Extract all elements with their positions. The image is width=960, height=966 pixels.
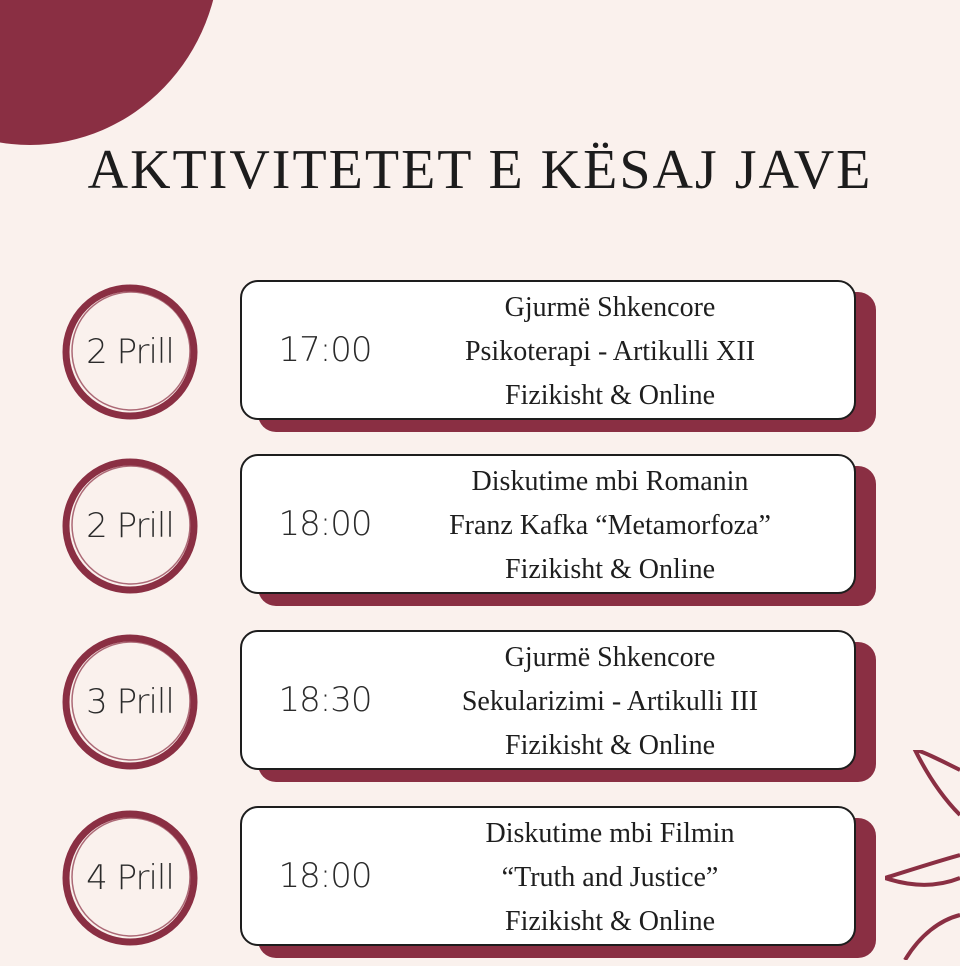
event-format: Fizikisht & Online <box>505 380 715 411</box>
event-format: Fizikisht & Online <box>505 554 715 585</box>
event-date: 2 Prill <box>86 506 174 546</box>
event-time: 18:30 <box>278 680 372 720</box>
event-format: Fizikisht & Online <box>505 730 715 761</box>
event-time: 18:00 <box>278 504 372 544</box>
event-date: 4 Prill <box>86 858 174 898</box>
event-subtitle: Psikoterapi - Artikulli XII <box>464 336 756 367</box>
date-badge <box>60 632 200 772</box>
event-time: 18:00 <box>278 856 372 896</box>
event-card <box>240 280 856 420</box>
event-row <box>0 806 960 966</box>
event-card <box>240 630 856 770</box>
event-title: Gjurmë Shkencore <box>504 292 716 323</box>
event-card <box>240 806 856 946</box>
event-time: 17:00 <box>278 330 372 370</box>
event-date: 3 Prill <box>86 682 174 722</box>
event-row <box>0 280 960 440</box>
date-badge <box>60 808 200 948</box>
event-subtitle: Franz Kafka “Metamorfoza” <box>449 510 771 541</box>
event-date: 2 Prill <box>86 332 174 372</box>
decorative-blob <box>0 0 220 145</box>
event-row <box>0 454 960 614</box>
event-title: Gjurmë Shkencore <box>504 642 716 673</box>
event-title: Diskutime mbi Romanin <box>471 466 749 497</box>
event-subtitle: Sekularizimi - Artikulli III <box>461 686 759 717</box>
page-title: AKTIVITETET E KËSAJ JAVE <box>87 139 873 201</box>
date-badge <box>60 456 200 596</box>
event-card <box>240 454 856 594</box>
event-row <box>0 630 960 790</box>
event-format: Fizikisht & Online <box>505 906 715 937</box>
event-title: Diskutime mbi Filmin <box>485 818 735 849</box>
date-badge <box>60 282 200 422</box>
event-subtitle: “Truth and Justice” <box>501 862 719 893</box>
